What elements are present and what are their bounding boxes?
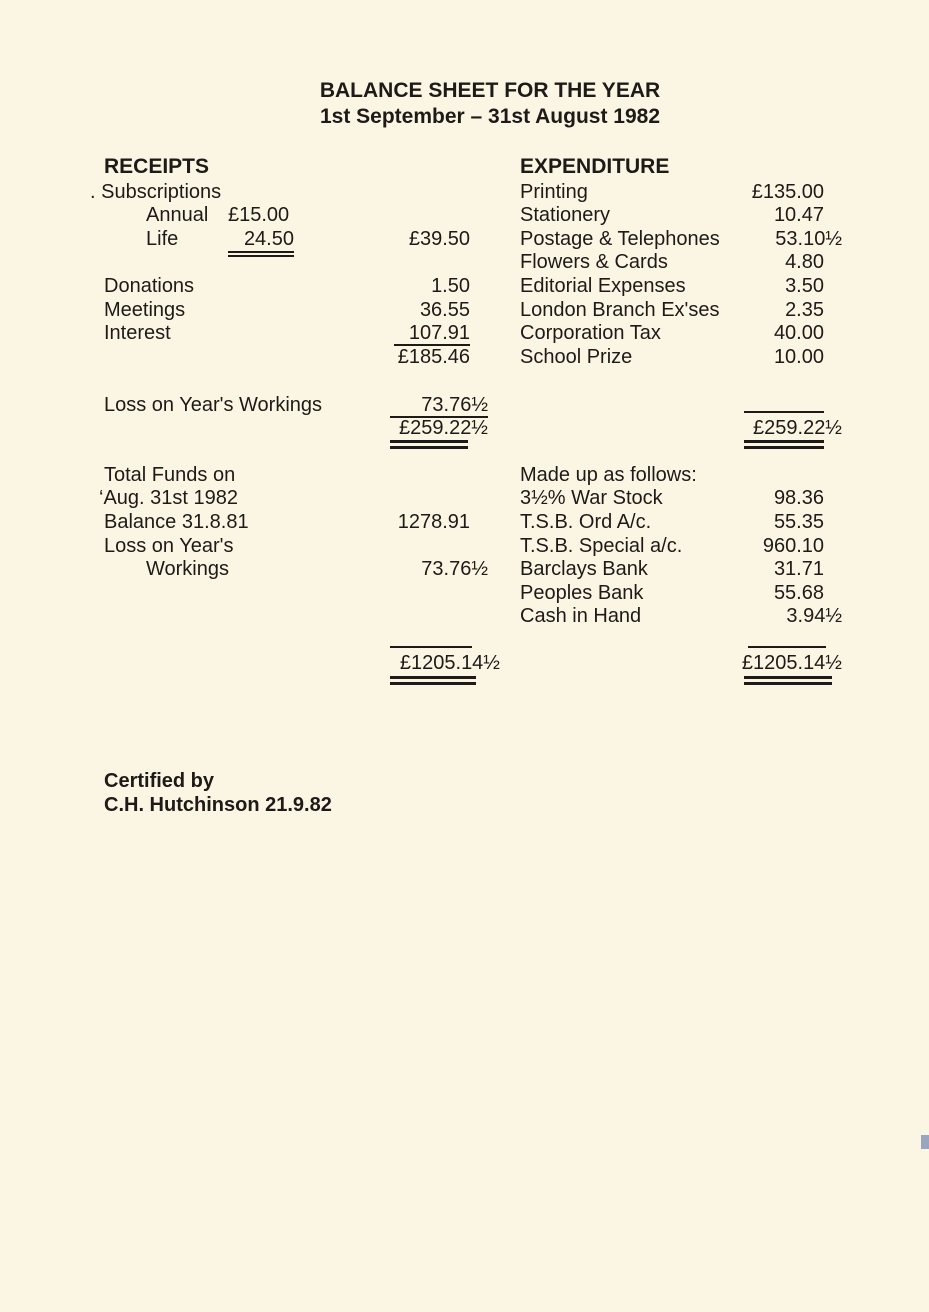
made-up-value-cash: 3.94½ [786, 605, 842, 627]
double-rule [744, 440, 824, 443]
donations-label: Donations [104, 275, 195, 297]
expenditure-label-printing: Printing [520, 181, 588, 203]
annual-label: Annual [146, 204, 209, 226]
life-value: 24.50 [243, 228, 294, 250]
certified-label: Certified by [104, 770, 215, 792]
page-title: BALANCE SHEET FOR THE YEAR [319, 79, 661, 102]
expenditure-value-flowers: 4.80 [785, 251, 824, 273]
rule [228, 255, 294, 257]
loss-workings-label: Loss on Year's Workings [104, 394, 323, 416]
expenditure-value-postage: 53.10½ [775, 228, 842, 250]
double-rule [390, 446, 468, 449]
interest-label: Interest [104, 322, 171, 344]
funds-loss-label-2: Workings [146, 558, 229, 580]
page-subtitle: 1st September – 31st August 1982 [319, 105, 661, 128]
double-rule [744, 446, 824, 449]
balance-value: 1278.91 [397, 511, 470, 533]
expenditure-value-editorial: 3.50 [785, 275, 824, 297]
rule [390, 646, 472, 648]
double-rule [744, 676, 832, 679]
double-rule [390, 682, 476, 685]
expenditure-label-editorial: Editorial Expenses [520, 275, 686, 297]
funds-loss-value: 73.76½ [421, 558, 488, 580]
funds-total: £1205.14½ [399, 652, 500, 674]
expenditure-label-flowers: Flowers & Cards [520, 251, 668, 273]
made-up-label-barclays: Barclays Bank [520, 558, 648, 580]
certifier-name: C.H. Hutchinson 21.9.82 [104, 794, 332, 816]
made-up-value-war-stock: 98.36 [773, 487, 824, 509]
expenditure-total: £259.22½ [753, 417, 842, 439]
double-rule [390, 676, 476, 679]
expenditure-value-corporation: 40.00 [773, 322, 824, 344]
made-up-value-barclays: 31.71 [773, 558, 824, 580]
made-up-total: £1205.14½ [741, 652, 842, 674]
expenditure-value-stationery: 10.47 [773, 204, 824, 226]
made-up-label-tsb-ord: T.S.B. Ord A/c. [520, 511, 652, 533]
meetings-label: Meetings [104, 299, 186, 321]
scan-edge-mark [921, 1135, 929, 1149]
made-up-heading: Made up as follows: [520, 464, 697, 486]
double-rule [390, 440, 468, 443]
expenditure-label-postage: Postage & Telephones [520, 228, 720, 250]
balance-label: Balance 31.8.81 [104, 511, 249, 533]
expenditure-value-school: 10.00 [773, 346, 824, 368]
made-up-value-tsb-special: 960.10 [762, 535, 824, 557]
made-up-label-cash: Cash in Hand [520, 605, 642, 627]
interest-value: 107.91 [408, 322, 470, 344]
expenditure-heading: EXPENDITURE [520, 155, 670, 178]
rule [744, 411, 824, 413]
donations-value: 1.50 [431, 275, 470, 297]
annual-value: £15.00 [228, 204, 290, 226]
subscriptions-label: . Subscriptions [90, 181, 222, 203]
made-up-value-tsb-ord: 55.35 [773, 511, 824, 533]
double-rule [744, 682, 832, 685]
expenditure-value-printing: £135.00 [751, 181, 824, 203]
rule [228, 251, 294, 253]
expenditure-label-london: London Branch Ex'ses [520, 299, 720, 321]
subscriptions-total: £39.50 [408, 228, 470, 250]
made-up-label-tsb-special: T.S.B. Special a/c. [520, 535, 683, 557]
made-up-label-peoples: Peoples Bank [520, 582, 644, 604]
expenditure-label-corporation: Corporation Tax [520, 322, 661, 344]
receipts-subtotal: £185.46 [397, 346, 470, 368]
expenditure-label-stationery: Stationery [520, 204, 611, 226]
funds-loss-label: Loss on Year's [104, 535, 234, 557]
receipts-total: £259.22½ [399, 417, 488, 439]
receipts-heading: RECEIPTS [104, 155, 210, 178]
made-up-value-peoples: 55.68 [773, 582, 824, 604]
expenditure-value-london: 2.35 [785, 299, 824, 321]
total-funds-date: ‘Aug. 31st 1982 [99, 487, 238, 509]
expenditure-label-school: School Prize [520, 346, 633, 368]
life-label: Life [146, 228, 179, 250]
total-funds-label: Total Funds on [104, 464, 236, 486]
loss-workings-value: 73.76½ [421, 394, 488, 416]
meetings-value: 36.55 [419, 299, 470, 321]
rule [748, 646, 826, 648]
made-up-label-war-stock: 3½% War Stock [520, 487, 663, 509]
